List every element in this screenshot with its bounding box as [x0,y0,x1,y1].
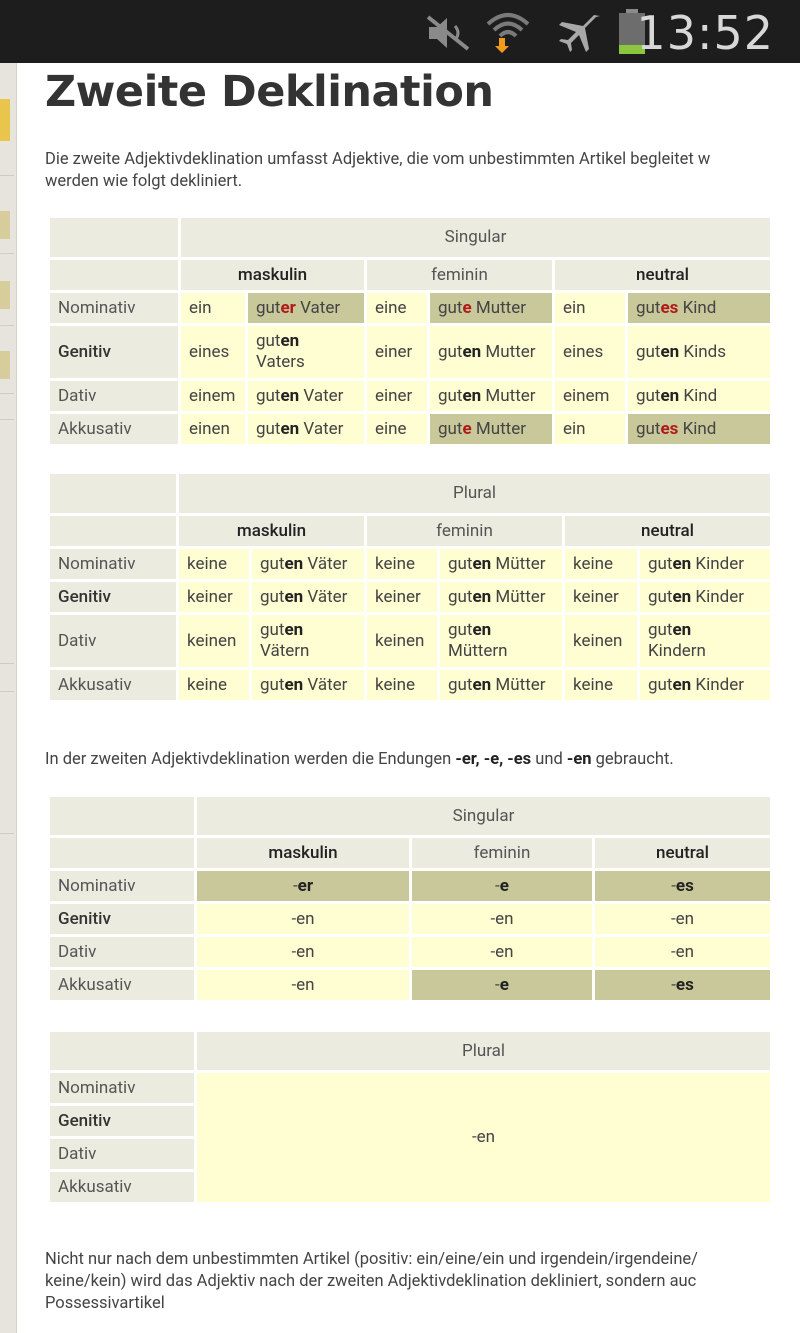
header-plural: Plural [179,474,770,513]
table-row: Akkusativ -en -e -es [50,970,770,1000]
table-row: Akkusativ keine guten Väter keine guten Mütter keine guten Kinder [50,670,770,700]
table-row: Dativ einem guten Vater einer guten Mutter einem guten Kind [50,381,770,411]
endings-paragraph: In der zweiten Adjektivdeklination werden die Endungen -er, -e, -es und -en gebraucht. [45,750,674,769]
case-label: Dativ [50,381,178,411]
table-row: Genitiv -en -en -en [50,904,770,934]
case-label: Akkusativ [50,414,178,444]
clock: 13:52 [636,6,774,60]
header-maskulin: maskulin [179,516,364,546]
page-title: Zweite Deklination [45,67,494,117]
bottom-paragraph: Nicht nur nach dem unbestimmten Artikel (positiv: ein/eine/ein und irgendein/irgendeine/ keine/kein) wird das Adjektiv nach der zweiten Adjektivdeklination dekliniert, sondern auc Possessivartikel [45,1250,698,1313]
header-feminin: feminin [367,516,562,546]
table-row: Dativ keinen guten Vätern keinen guten Müttern keinen guten Kindern [50,615,770,667]
singular-endings-table: Singular maskulin feminin neutral Nominativ -er -e -es Genitiv -en -en -en Dativ -en -en -en Akkusativ -en -e -es [47,794,773,1003]
side-drawer-edge[interactable] [0,63,17,1333]
table-row: Dativ -en -en -en [50,937,770,967]
table-row: Genitiv keiner guten Väter keiner guten Mütter keiner guten Kinder [50,582,770,612]
singular-declension-table [47,215,773,447]
table-row: Nominativ -er -e -es [50,871,770,901]
wifi-icon [486,10,530,54]
header-singular: Singular [181,218,770,257]
mute-icon [425,14,471,52]
table-row: Genitiv eines guten Vaters einer guten Mutter eines guten Kinds [50,326,770,378]
header-feminin: feminin [367,260,552,290]
intro-paragraph: Die zweite Adjektivdeklination umfasst Adjektive, die vom unbestimmten Artikel begleitet w werden wie folgt dekliniert. [45,150,711,191]
case-label: Genitiv [50,326,178,378]
status-bar [0,0,800,63]
case-label: Nominativ [50,293,178,323]
table-row: Nominativ ein guter Vater eine gute Mutter ein gutes Kind [50,293,770,323]
header-neutral: neutral [565,516,770,546]
plural-ending-cell: -en [197,1073,770,1202]
header-neutral: neutral [555,260,770,290]
drawer-indicator [0,99,10,141]
plural-endings-table: Plural Nominativ -en Genitiv Dativ Akkusativ [47,1029,773,1205]
table-row: Akkusativ einen guten Vater eine gute Mutter ein gutes Kind [50,414,770,444]
airplane-icon [556,12,604,54]
table-row: Nominativ keine guten Väter keine guten Mütter keine guten Kinder [50,549,770,579]
plural-declension-table [47,471,773,703]
header-maskulin: maskulin [181,260,364,290]
